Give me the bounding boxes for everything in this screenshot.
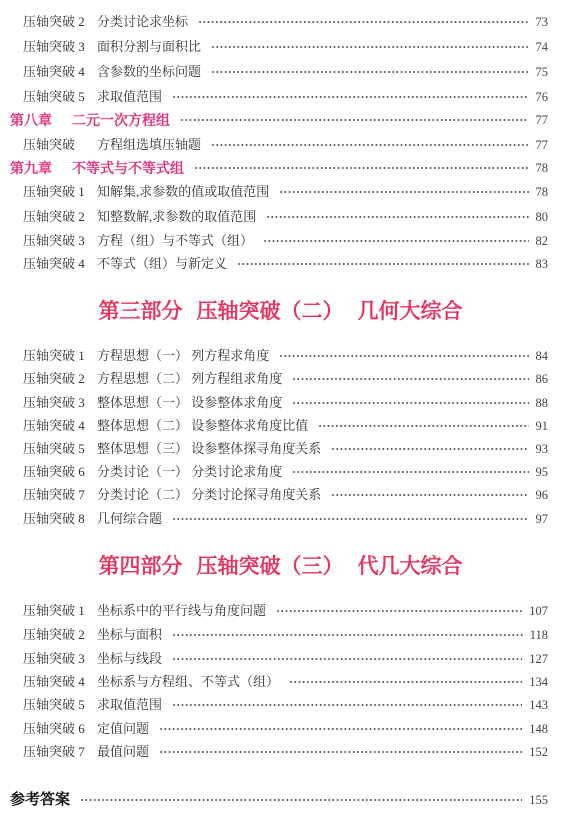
entry-topic: 坐标与面积 [97,627,163,642]
entry-page: 93 [535,442,548,456]
part-title: 代几大综合 [357,553,463,578]
toc-entry [23,696,548,714]
dot-leader [80,798,522,802]
entry-page: 83 [535,257,548,271]
entry-label: 压轴突破 2 [23,371,85,386]
toc-entry [23,510,548,528]
dot-leader [292,470,528,474]
entry-label: 压轴突破 2 [23,627,85,642]
part-title: 几何大综合 [357,298,463,323]
part-subtitle: 压轴突破（二） [196,298,344,323]
chapter-label: 第八章 [10,112,52,128]
toc-entry [23,63,548,81]
entry-topic: 分类讨论求坐标 [97,14,189,29]
toc-entry [23,394,548,412]
entry-topic: 几何综合题 [97,511,163,526]
part-number: 第三部分 [98,298,183,323]
dot-leader [194,166,529,170]
dot-leader [276,609,522,613]
entry-page: 91 [535,419,548,433]
toc-entry [23,255,548,273]
toc-entry [23,370,548,388]
toc-entry [23,136,548,154]
entry-topic: 坐标系中的平行线与角度问题 [97,603,267,618]
toc-entry [23,347,548,365]
dot-leader [292,377,528,381]
entry-label: 压轴突破 3 [23,651,85,666]
part-subtitle: 压轴突破（三） [196,553,344,578]
toc-entry [23,38,548,56]
toc-entry [23,440,548,458]
entry-page: 77 [535,138,548,152]
entry-topic: 知整数解,求参数的取值范围 [97,209,257,224]
toc-entry [23,673,548,691]
answers-label: 参考答案 [10,791,71,808]
entry-page: 75 [535,65,548,79]
toc-entry [23,463,548,481]
entry-label: 压轴突破 2 [23,209,85,224]
entry-topic: 坐标系与方程组、不等式（组） [97,674,280,689]
dot-leader [172,633,523,637]
entry-topic: 面积分割与面积比 [97,39,202,54]
dot-leader [279,190,528,194]
entry-page: 148 [529,722,548,736]
toc-entry [23,88,548,106]
toc-entry [23,417,548,435]
entry-page: 107 [529,604,548,618]
toc-entry [23,183,548,201]
toc-entry [23,232,548,250]
dot-leader [211,45,528,49]
entry-page: 134 [529,675,548,689]
chapter-label: 第九章 [10,160,52,176]
entry-page: 73 [535,15,548,29]
entry-label: 压轴突破 7 [23,487,85,502]
toc-entry [23,650,548,668]
chapter-title: 不等式与不等式组 [72,160,184,176]
entry-label: 压轴突破 6 [23,464,85,479]
entry-page: 78 [535,185,548,199]
entry-page: 88 [535,396,548,410]
entry-topic: 分类讨论（一） 分类讨论求角度 [97,464,283,479]
entry-page: 86 [535,372,548,386]
entry-label: 压轴突破 3 [23,233,85,248]
entry-topic: 不等式（组）与新定义 [97,256,228,271]
entry-page: 76 [535,90,548,104]
entry-label: 压轴突破 1 [23,348,85,363]
dot-leader [172,95,528,99]
entry-topic: 知解集,求参数的值或取值范围 [97,184,270,199]
entry-topic: 方程（组）与不等式（组） [97,233,254,248]
entry-topic: 定值问题 [97,721,150,736]
entry-label: 压轴突破 4 [23,64,85,79]
entry-topic: 整体思想（三） 设参整体探寻角度关系 [97,441,322,456]
entry-label: 压轴突破 6 [23,721,85,736]
entry-label: 压轴突破 4 [23,674,85,689]
entry-topic: 最值问题 [97,744,150,759]
chapter-heading [10,111,548,129]
dot-leader [159,750,522,754]
toc-entry [23,743,548,761]
dot-leader [237,262,528,266]
entry-topic: 方程思想（二） 列方程组求角度 [97,371,283,386]
entry-label: 压轴突破 5 [23,441,85,456]
dot-leader [263,239,528,243]
entry-label: 压轴突破 4 [23,256,85,271]
entry-page: 97 [535,512,548,526]
dot-leader [172,657,522,661]
dot-leader [211,70,528,74]
entry-page: 74 [535,40,548,54]
entry-page: 143 [529,698,548,712]
entry-topic: 含参数的坐标问题 [97,64,202,79]
part-heading [0,552,561,580]
dot-leader [331,447,528,451]
entry-label: 压轴突破 5 [23,89,85,104]
part-heading [0,297,561,325]
entry-topic: 方程思想（一） 列方程求角度 [97,348,270,363]
entry-page: 80 [535,210,548,224]
dot-leader [331,493,528,497]
dot-leader [159,727,522,731]
toc-entry [23,626,548,644]
entry-topic: 求取值范围 [97,89,163,104]
entry-topic: 整体思想（一） 设参整体求角度 [97,395,283,410]
entry-label: 压轴突破 3 [23,395,85,410]
dot-leader [279,354,528,358]
dot-leader [266,215,528,219]
answers-entry [10,791,548,809]
entry-label: 压轴突破 8 [23,511,85,526]
chapter-page: 78 [535,161,548,175]
dot-leader [211,143,528,147]
chapter-heading [10,159,548,177]
dot-leader [289,680,522,684]
entry-label: 压轴突破 1 [23,184,85,199]
entry-page: 118 [529,628,548,642]
entry-label: 压轴突破 2 [23,14,85,29]
toc-entry [23,486,548,504]
dot-leader [318,424,528,428]
entry-label: 压轴突破 3 [23,39,85,54]
part-number: 第四部分 [98,553,183,578]
entry-page: 96 [535,488,548,502]
entry-topic: 方程组选填压轴题 [97,137,202,152]
dot-leader [292,401,528,405]
chapter-title: 二元一次方程组 [72,112,170,128]
toc-entry [23,208,548,226]
entry-label: 压轴突破 4 [23,418,85,433]
entry-page: 152 [529,745,548,759]
entry-label: 压轴突破 1 [23,603,85,618]
entry-page: 84 [535,349,548,363]
toc-entry [23,602,548,620]
dot-leader [198,20,528,24]
entry-label: 压轴突破 5 [23,697,85,712]
entry-page: 82 [535,234,548,248]
dot-leader [180,118,529,122]
entry-topic: 分类讨论（二） 分类讨论探寻角度关系 [97,487,322,502]
toc-entry [23,720,548,738]
dot-leader [172,703,522,707]
answers-page: 155 [529,793,548,807]
entry-label: 压轴突破 [23,137,76,152]
entry-topic: 整体思想（二） 设参整体求角度比值 [97,418,309,433]
entry-page: 127 [529,652,548,666]
entry-topic: 求取值范围 [97,697,163,712]
chapter-page: 77 [535,113,548,127]
entry-page: 95 [535,465,548,479]
entry-label: 压轴突破 7 [23,744,85,759]
dot-leader [172,517,528,521]
toc-entry [23,13,548,31]
entry-topic: 坐标与线段 [97,651,163,666]
